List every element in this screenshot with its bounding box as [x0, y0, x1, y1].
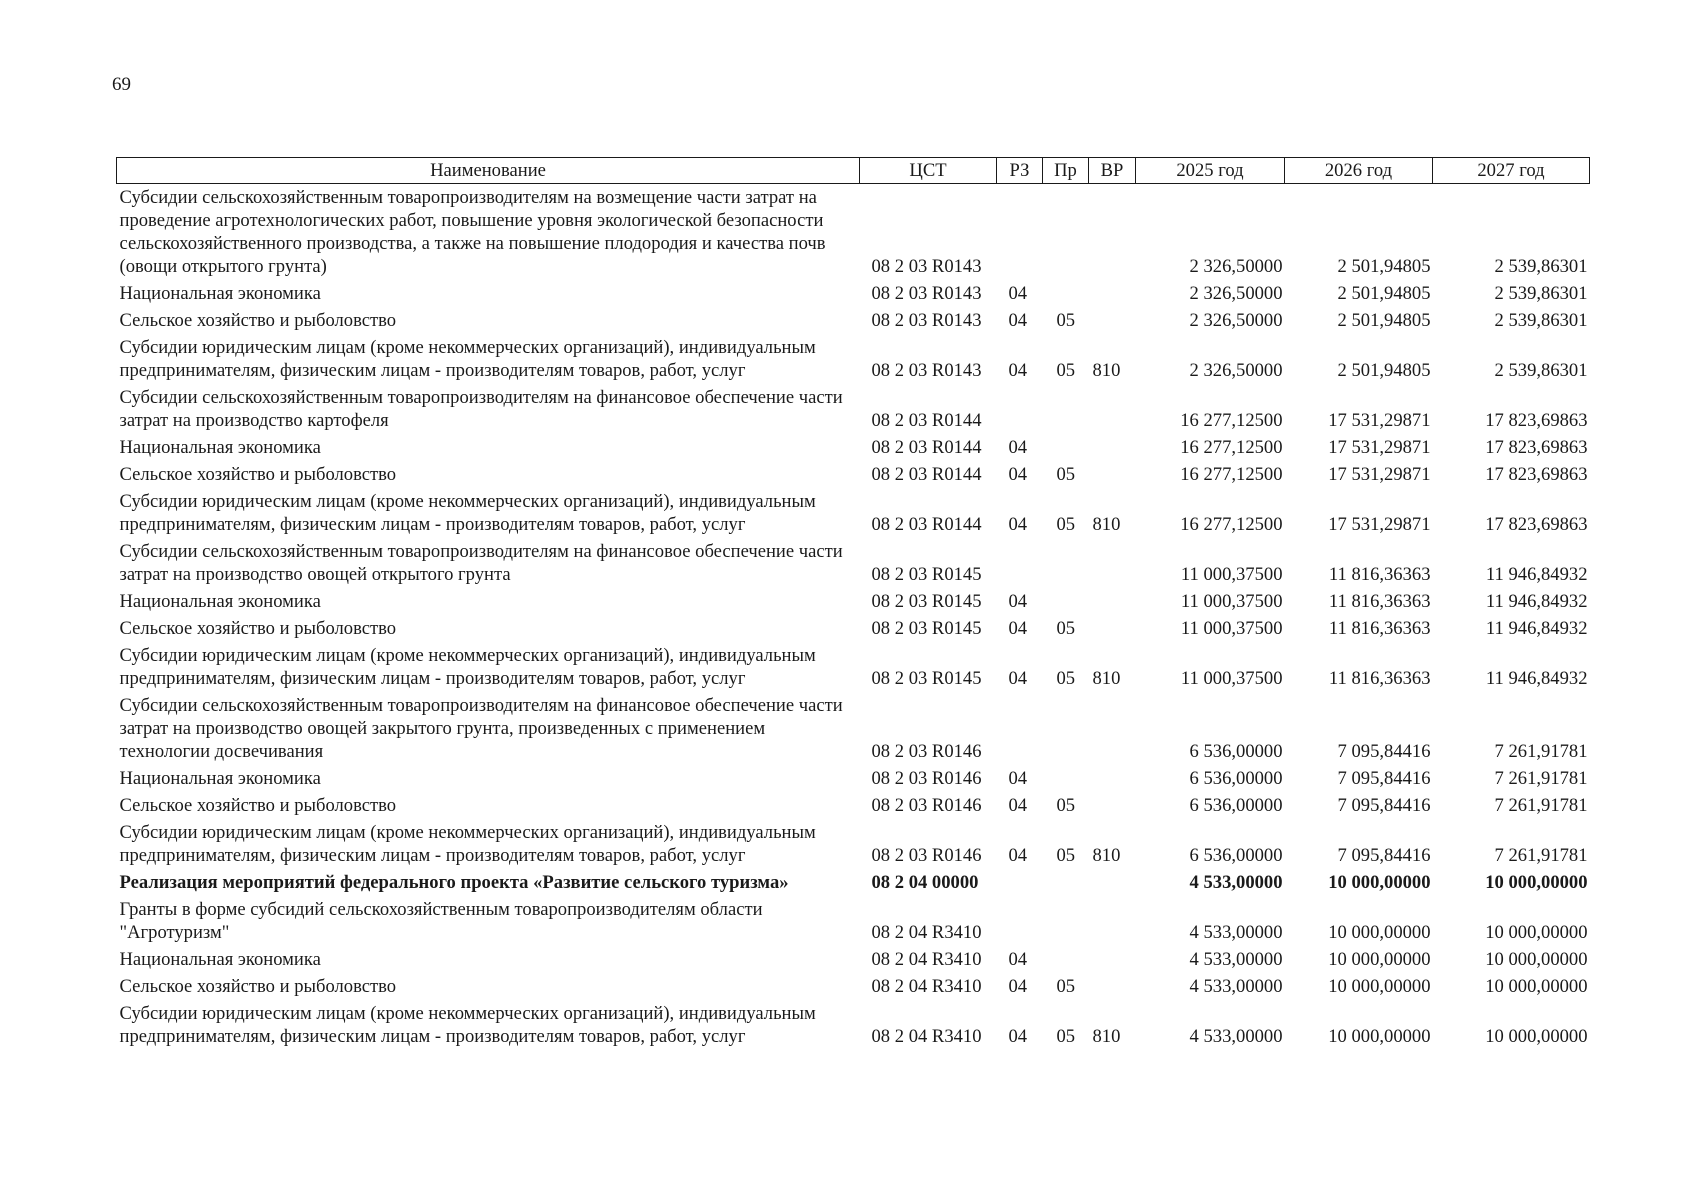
- cell-name: Субсидии юридическим лицам (кроме некоммерческих организаций), индивидуальным предпринимателям, физическим лицам - производителям товаров, работ, услуг: [119, 491, 816, 535]
- table-row: [117, 819, 1590, 869]
- cell-cst: 08 2 03 R0144: [871, 410, 982, 431]
- cell-rz: 04: [1008, 949, 1028, 970]
- cell-y2027: 7 261,91781: [1494, 768, 1588, 789]
- cell-y2026: 2 501,94805: [1337, 310, 1431, 331]
- cell-vr: [1089, 869, 1136, 896]
- cell-rz: 04: [1008, 283, 1028, 304]
- cell-y2026: 10 000,00000: [1328, 1026, 1431, 1047]
- cell-y2027: 2 539,86301: [1494, 283, 1588, 304]
- cell-y2025: 16 277,12500: [1180, 464, 1283, 485]
- cell-cst: 08 2 04 R3410: [871, 922, 982, 943]
- table-row: [117, 869, 1590, 896]
- cell-vr: [1089, 307, 1136, 334]
- budget-table: [116, 157, 1590, 1050]
- cell-cst: 08 2 03 R0144: [871, 437, 982, 458]
- cell-y2025: 4 533,00000: [1189, 949, 1283, 970]
- cell-name: Сельское хозяйство и рыболовство: [119, 795, 397, 816]
- cell-vr: 810: [1092, 668, 1121, 689]
- table-row: [117, 488, 1590, 538]
- cell-y2026: 10 000,00000: [1328, 872, 1431, 893]
- cell-cst: 08 2 03 R0144: [871, 464, 982, 485]
- cell-pr: [1043, 692, 1089, 765]
- cell-pr: [1043, 184, 1089, 281]
- cell-y2027: 7 261,91781: [1494, 845, 1588, 866]
- cell-rz: 04: [1008, 668, 1028, 689]
- cell-vr: 810: [1092, 1026, 1121, 1047]
- cell-rz: 04: [1008, 591, 1028, 612]
- cell-pr: [1043, 434, 1089, 461]
- cell-pr: [1043, 765, 1089, 792]
- cell-y2027: 17 823,69863: [1485, 437, 1588, 458]
- table-row: [117, 1000, 1590, 1050]
- cell-y2027: 10 000,00000: [1485, 976, 1588, 997]
- table-row: [117, 384, 1590, 434]
- cell-rz: 04: [1008, 1026, 1028, 1047]
- cell-pr: 05: [1056, 845, 1076, 866]
- cell-name: Национальная экономика: [119, 591, 321, 612]
- header-2025: 2025 год: [1136, 158, 1285, 184]
- cell-y2027: 11 946,84932: [1485, 564, 1588, 585]
- cell-rz: 04: [1008, 845, 1028, 866]
- cell-vr: [1089, 434, 1136, 461]
- cell-rz: 04: [1008, 768, 1028, 789]
- cell-vr: [1089, 461, 1136, 488]
- header-2027: 2027 год: [1433, 158, 1590, 184]
- header-name: Наименование: [117, 158, 860, 184]
- cell-rz: 04: [1008, 795, 1028, 816]
- cell-y2025: 11 000,37500: [1180, 591, 1283, 612]
- cell-y2026: 2 501,94805: [1337, 256, 1431, 277]
- cell-vr: [1089, 946, 1136, 973]
- cell-name: Субсидии юридическим лицам (кроме некоммерческих организаций), индивидуальным предпринимателям, физическим лицам - производителям товаров, работ, услуг: [119, 337, 816, 381]
- cell-y2026: 7 095,84416: [1337, 845, 1431, 866]
- cell-y2025: 2 326,50000: [1189, 256, 1283, 277]
- cell-y2025: 2 326,50000: [1189, 283, 1283, 304]
- header-rz: РЗ: [997, 158, 1043, 184]
- table-row: [117, 461, 1590, 488]
- cell-vr: [1089, 792, 1136, 819]
- cell-pr: 05: [1056, 976, 1076, 997]
- cell-vr: [1089, 896, 1136, 946]
- cell-pr: [1043, 946, 1089, 973]
- cell-y2027: 10 000,00000: [1485, 872, 1588, 893]
- table-row: [117, 896, 1590, 946]
- cell-y2025: 4 533,00000: [1189, 872, 1283, 893]
- cell-rz: [997, 538, 1043, 588]
- cell-y2026: 11 816,36363: [1328, 668, 1431, 689]
- cell-vr: [1089, 615, 1136, 642]
- cell-y2027: 10 000,00000: [1485, 1026, 1588, 1047]
- cell-vr: 810: [1092, 514, 1121, 535]
- cell-name: Субсидии сельскохозяйственным товаропроизводителям на возмещение части затрат на проведение агротехнологических работ, повышение уровня экологической безопасности сельскохозяйственного производства, а также на повышение плодородия и качества почв (овощи открытого грунта): [119, 187, 826, 277]
- table-header: [117, 158, 1590, 184]
- cell-y2027: 2 539,86301: [1494, 310, 1588, 331]
- cell-pr: [1043, 588, 1089, 615]
- cell-pr: 05: [1056, 1026, 1076, 1047]
- cell-name: Сельское хозяйство и рыболовство: [119, 310, 397, 331]
- cell-y2026: 17 531,29871: [1328, 437, 1431, 458]
- cell-pr: [1043, 538, 1089, 588]
- cell-y2025: 2 326,50000: [1189, 310, 1283, 331]
- cell-y2026: 11 816,36363: [1328, 564, 1431, 585]
- cell-vr: 810: [1092, 360, 1121, 381]
- table-row: [117, 946, 1590, 973]
- cell-y2027: 7 261,91781: [1494, 795, 1588, 816]
- cell-y2025: 4 533,00000: [1189, 976, 1283, 997]
- cell-name: Субсидии юридическим лицам (кроме некоммерческих организаций), индивидуальным предпринимателям, физическим лицам - производителям товаров, работ, услуг: [119, 1003, 816, 1047]
- cell-name: Сельское хозяйство и рыболовство: [119, 464, 397, 485]
- cell-y2026: 10 000,00000: [1328, 949, 1431, 970]
- cell-name: Субсидии сельскохозяйственным товаропроизводителям на финансовое обеспечение части затрат на производство картофеля: [119, 387, 843, 431]
- cell-rz: 04: [1008, 310, 1028, 331]
- cell-y2025: 6 536,00000: [1189, 795, 1283, 816]
- cell-vr: 810: [1092, 845, 1121, 866]
- cell-cst: 08 2 03 R0143: [871, 283, 982, 304]
- cell-y2026: 7 095,84416: [1337, 795, 1431, 816]
- cell-y2027: 17 823,69863: [1485, 464, 1588, 485]
- cell-rz: [997, 384, 1043, 434]
- cell-name: Субсидии сельскохозяйственным товаропроизводителям на финансовое обеспечение части затрат на производство овощей закрытого грунта, произведенных с применением технологии досвечивания: [119, 695, 843, 762]
- header-cst: ЦСТ: [860, 158, 997, 184]
- cell-cst: 08 2 03 R0143: [871, 256, 982, 277]
- cell-y2025: 11 000,37500: [1180, 618, 1283, 639]
- cell-y2026: 10 000,00000: [1328, 922, 1431, 943]
- cell-pr: 05: [1056, 514, 1076, 535]
- cell-cst: 08 2 03 R0146: [871, 845, 982, 866]
- cell-y2025: 4 533,00000: [1189, 1026, 1283, 1047]
- cell-y2025: 11 000,37500: [1180, 668, 1283, 689]
- cell-vr: [1089, 765, 1136, 792]
- table-row: [117, 642, 1590, 692]
- cell-vr: [1089, 692, 1136, 765]
- cell-pr: [1043, 384, 1089, 434]
- cell-y2025: 11 000,37500: [1180, 564, 1283, 585]
- header-2026: 2026 год: [1285, 158, 1433, 184]
- cell-cst: 08 2 04 R3410: [871, 949, 982, 970]
- table-row: [117, 434, 1590, 461]
- cell-name: Сельское хозяйство и рыболовство: [119, 618, 397, 639]
- cell-cst: 08 2 04 R3410: [871, 1026, 982, 1047]
- cell-cst: 08 2 03 R0145: [871, 618, 982, 639]
- cell-pr: [1043, 896, 1089, 946]
- cell-pr: [1043, 280, 1089, 307]
- cell-cst: 08 2 03 R0144: [871, 514, 982, 535]
- cell-name: Субсидии юридическим лицам (кроме некоммерческих организаций), индивидуальным предпринимателям, физическим лицам - производителям товаров, работ, услуг: [119, 822, 816, 866]
- cell-y2026: 11 816,36363: [1328, 618, 1431, 639]
- table-row: [117, 280, 1590, 307]
- header-pr: Пр: [1043, 158, 1089, 184]
- cell-rz: 04: [1008, 514, 1028, 535]
- cell-y2027: 10 000,00000: [1485, 922, 1588, 943]
- cell-vr: [1089, 538, 1136, 588]
- cell-cst: 08 2 04 R3410: [871, 976, 982, 997]
- cell-y2027: 11 946,84932: [1485, 668, 1588, 689]
- cell-y2026: 17 531,29871: [1328, 410, 1431, 431]
- header-vr: ВР: [1089, 158, 1136, 184]
- cell-y2025: 2 326,50000: [1189, 360, 1283, 381]
- table-row: [117, 538, 1590, 588]
- cell-rz: 04: [1008, 976, 1028, 997]
- cell-rz: [997, 184, 1043, 281]
- cell-vr: [1089, 384, 1136, 434]
- cell-name: Национальная экономика: [119, 283, 321, 304]
- cell-y2025: 6 536,00000: [1189, 741, 1283, 762]
- cell-rz: [997, 896, 1043, 946]
- cell-rz: 04: [1008, 437, 1028, 458]
- cell-y2026: 2 501,94805: [1337, 360, 1431, 381]
- cell-y2026: 10 000,00000: [1328, 976, 1431, 997]
- cell-y2027: 11 946,84932: [1485, 591, 1588, 612]
- cell-pr: 05: [1056, 618, 1076, 639]
- cell-y2027: 2 539,86301: [1494, 360, 1588, 381]
- cell-y2025: 16 277,12500: [1180, 514, 1283, 535]
- cell-cst: 08 2 03 R0143: [871, 360, 982, 381]
- cell-y2027: 7 261,91781: [1494, 741, 1588, 762]
- cell-y2025: 6 536,00000: [1189, 768, 1283, 789]
- cell-pr: 05: [1056, 310, 1076, 331]
- cell-pr: [1043, 869, 1089, 896]
- cell-rz: 04: [1008, 360, 1028, 381]
- cell-name: Гранты в форме субсидий сельскохозяйственным товаропроизводителям области "Агротуризм": [119, 899, 763, 943]
- cell-cst: 08 2 03 R0146: [871, 795, 982, 816]
- cell-y2026: 11 816,36363: [1328, 591, 1431, 612]
- cell-name: Субсидии сельскохозяйственным товаропроизводителям на финансовое обеспечение части затрат на производство овощей открытого грунта: [119, 541, 843, 585]
- cell-name: Реализация мероприятий федерального проекта «Развитие сельского туризма»: [119, 872, 789, 893]
- cell-name: Национальная экономика: [119, 949, 321, 970]
- table-row: [117, 184, 1590, 281]
- cell-pr: 05: [1056, 360, 1076, 381]
- cell-name: Национальная экономика: [119, 437, 321, 458]
- cell-y2025: 4 533,00000: [1189, 922, 1283, 943]
- table-row: [117, 692, 1590, 765]
- cell-vr: [1089, 973, 1136, 1000]
- page-number: 69: [112, 74, 131, 95]
- cell-y2027: 17 823,69863: [1485, 514, 1588, 535]
- cell-y2026: 7 095,84416: [1337, 741, 1431, 762]
- cell-name: Национальная экономика: [119, 768, 321, 789]
- cell-y2025: 16 277,12500: [1180, 410, 1283, 431]
- cell-cst: 08 2 03 R0145: [871, 564, 982, 585]
- table-row: [117, 615, 1590, 642]
- cell-vr: [1089, 280, 1136, 307]
- cell-rz: 04: [1008, 464, 1028, 485]
- cell-pr: 05: [1056, 668, 1076, 689]
- cell-vr: [1089, 588, 1136, 615]
- cell-name: Субсидии юридическим лицам (кроме некоммерческих организаций), индивидуальным предпринимателям, физическим лицам - производителям товаров, работ, услуг: [119, 645, 816, 689]
- cell-y2027: 10 000,00000: [1485, 949, 1588, 970]
- cell-cst: 08 2 03 R0145: [871, 591, 982, 612]
- table-body: [117, 184, 1590, 1051]
- cell-rz: [997, 869, 1043, 896]
- cell-y2027: 17 823,69863: [1485, 410, 1588, 431]
- cell-y2026: 7 095,84416: [1337, 768, 1431, 789]
- cell-pr: 05: [1056, 795, 1076, 816]
- cell-y2027: 11 946,84932: [1485, 618, 1588, 639]
- cell-y2027: 2 539,86301: [1494, 256, 1588, 277]
- cell-y2025: 16 277,12500: [1180, 437, 1283, 458]
- cell-vr: [1089, 184, 1136, 281]
- cell-y2026: 17 531,29871: [1328, 514, 1431, 535]
- cell-y2026: 2 501,94805: [1337, 283, 1431, 304]
- table-row: [117, 765, 1590, 792]
- cell-cst: 08 2 04 00000: [871, 872, 979, 893]
- cell-cst: 08 2 03 R0146: [871, 741, 982, 762]
- table-row: [117, 792, 1590, 819]
- cell-y2026: 17 531,29871: [1328, 464, 1431, 485]
- table-row: [117, 334, 1590, 384]
- table-row: [117, 588, 1590, 615]
- cell-cst: 08 2 03 R0145: [871, 668, 982, 689]
- table-row: [117, 973, 1590, 1000]
- cell-name: Сельское хозяйство и рыболовство: [119, 976, 397, 997]
- table-row: [117, 307, 1590, 334]
- cell-cst: 08 2 03 R0143: [871, 310, 982, 331]
- cell-cst: 08 2 03 R0146: [871, 768, 982, 789]
- cell-y2025: 6 536,00000: [1189, 845, 1283, 866]
- cell-rz: [997, 692, 1043, 765]
- cell-pr: 05: [1056, 464, 1076, 485]
- cell-rz: 04: [1008, 618, 1028, 639]
